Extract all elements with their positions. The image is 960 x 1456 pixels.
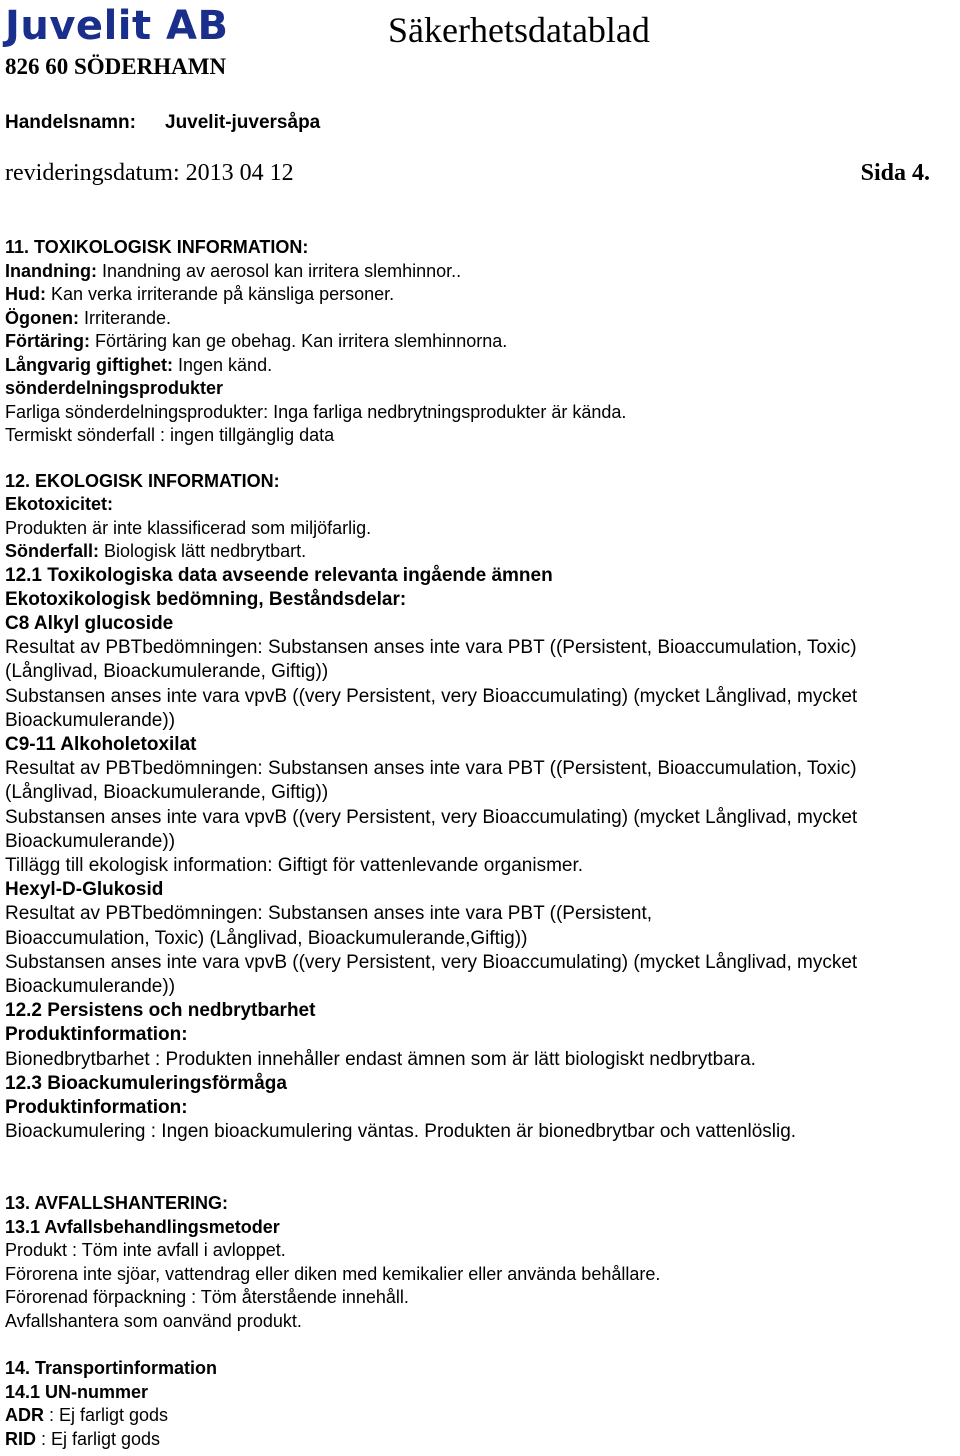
c911-vpvb-line-2: Bioackumulerande)) <box>5 830 176 852</box>
rid-line <box>5 1428 960 1452</box>
section-12-intro <box>5 470 960 564</box>
assessment-heading: Ekotoxikologisk bedömning, Beståndsdelar: <box>5 588 407 610</box>
revision-row <box>5 157 930 189</box>
page-number: Sida 4. <box>860 160 930 186</box>
section-13 <box>5 1192 960 1333</box>
hexyl-pbt-line-2: Bioaccumulation, Toxic) (Långlivad, Bioackumulerande,Giftig)) <box>5 927 528 949</box>
skin-label: Hud: <box>5 284 46 304</box>
inhalation-line <box>5 260 960 284</box>
section-12-heading: 12. EKOLOGISK INFORMATION: <box>5 470 280 491</box>
spacer <box>5 1333 960 1357</box>
c911-pbt-line-2: (Långlivad, Bioackumulerande, Giftig)) <box>5 782 329 804</box>
hexyl-vpvb-line-1: Substansen anses inte vara vpvB ((very Persistent, very Bioaccumulating) (mycket Långlivad, mycket <box>5 951 858 973</box>
c911-vpvb-line-1: Substansen anses inte vara vpvB ((very Persistent, very Bioaccumulating) (mycket Långlivad, mycket <box>5 806 858 828</box>
company-name: Juvelit AB <box>5 3 229 49</box>
document-title: Säkerhetsdatablad <box>388 10 650 50</box>
skin-line <box>5 283 960 307</box>
disposal-line-4: Avfallshantera som oanvänd produkt. <box>5 1310 302 1331</box>
rid-label: RID <box>5 1428 36 1449</box>
eyes-label: Ögonen: <box>5 307 79 328</box>
degradation-text: Biologisk lätt nedbrytbart. <box>99 541 307 561</box>
section-12-2-text: Bionedbrytbarhet : Produkten innehåller endast ämnen som är lätt biologiskt nedbrytbara. <box>5 1048 756 1070</box>
chronic-toxicity-text: Ingen känd. <box>173 354 273 375</box>
decomposition-text: Farliga sönderdelningsprodukter: Inga farliga nedbrytningsprodukter är kända. <box>5 401 627 422</box>
hexyl-vpvb-line-2: Bioackumulerande)) <box>5 975 176 997</box>
thermal-decomposition-text: Termiskt sönderfall : ingen tillgänglig data <box>5 425 335 445</box>
adr-line <box>5 1404 960 1428</box>
c8-substance-name: C8 Alkyl glucoside <box>5 612 174 634</box>
inhalation-text: Inandning av aerosol kan irritera slemhinnor.. <box>96 260 462 281</box>
c8-pbt-line-1: Resultat av PBTbedömningen: Substansen anses inte vara PBT ((Persistent, Bioaccumulation, Toxic) <box>5 637 857 659</box>
c8-pbt-line-2: (Långlivad, Bioackumulerande, Giftig)) <box>5 661 329 683</box>
degradation-label: Sönderfall: <box>5 541 100 561</box>
decomposition-heading: sönderdelningsprodukter <box>5 378 224 398</box>
ecotoxicity-label: Ekotoxicitet: <box>5 494 114 514</box>
section-11-heading: 11. TOXIKOLOGISK INFORMATION: <box>5 237 309 257</box>
ingestion-line <box>5 330 960 354</box>
trade-name-row <box>5 110 320 136</box>
inhalation-label: Inandning: <box>5 260 97 281</box>
c911-extra-info: Tillägg till ekologisk information: Giftigt för vattenlevande organismer. <box>5 854 584 876</box>
c911-pbt-line-1: Resultat av PBTbedömningen: Substansen anses inte vara PBT ((Persistent, Bioaccumulation, Toxic) <box>5 758 857 780</box>
spacer <box>5 1168 960 1192</box>
spacer <box>5 448 960 470</box>
disposal-line-1: Produkt : Töm inte avfall i avloppet. <box>5 1240 286 1261</box>
revision-date: revideringsdatum: 2013 04 12 <box>5 160 294 186</box>
c911-substance-name: C9-11 Alkoholetoxilat <box>5 733 197 755</box>
ingestion-label: Förtäring: <box>5 331 90 351</box>
adr-label: ADR <box>5 1405 44 1426</box>
hexyl-pbt-line-1: Resultat av PBTbedömningen: Substansen anses inte vara PBT ((Persistent, <box>5 903 653 925</box>
ecotoxicity-text: Produkten är inte klassificerad som miljöfarlig. <box>5 517 372 538</box>
skin-text: Kan verka irriterande på känsliga personer. <box>45 284 395 304</box>
eyes-text: Irriterande. <box>79 307 172 328</box>
section-12-3-label: Produktinformation: <box>5 1096 188 1118</box>
disposal-line-2: Förorena inte sjöar, vattendrag eller diken med kemikalier eller använda behållare. <box>5 1263 661 1284</box>
degradation-line <box>5 540 960 564</box>
c8-vpvb-line-2: Bioackumulerande)) <box>5 709 176 731</box>
section-12-3-heading: 12.3 Bioackumuleringsförmåga <box>5 1072 287 1094</box>
section-14-heading: 14. Transportinformation <box>5 1358 218 1379</box>
document-body <box>5 236 960 1451</box>
eyes-line <box>5 307 960 331</box>
section-12-details <box>5 564 960 1145</box>
adr-text: : Ej farligt gods <box>44 1405 169 1426</box>
trade-name-label: Handelsnamn: <box>5 112 136 133</box>
section-12-3-text: Bioackumulering : Ingen bioackumulering väntas. Produkten är bionedbrytbar och vattenlöslig. <box>5 1121 797 1143</box>
chronic-toxicity-line <box>5 354 960 378</box>
section-14-1-heading: 14.1 UN-nummer <box>5 1381 149 1402</box>
trade-name-value: Juvelit-juversåpa <box>165 112 321 133</box>
section-14 <box>5 1357 960 1451</box>
section-12-1-heading: 12.1 Toxikologiska data avseende relevanta ingående ämnen <box>5 564 553 586</box>
section-13-1-heading: 13.1 Avfallsbehandlingsmetoder <box>5 1216 280 1237</box>
rid-text: : Ej farligt gods <box>36 1428 161 1449</box>
hexyl-substance-name: Hexyl-D-Glukosid <box>5 879 164 901</box>
c8-vpvb-line-1: Substansen anses inte vara vpvB ((very Persistent, very Bioaccumulating) (mycket Långlivad, mycket <box>5 685 858 707</box>
company-address: 826 60 SÖDERHAMN <box>5 54 227 79</box>
ingestion-text: Förtäring kan ge obehag. Kan irritera slemhinnorna. <box>90 331 508 351</box>
section-12-2-label: Produktinformation: <box>5 1024 188 1046</box>
disposal-line-3: Förorenad förpackning : Töm återstående innehåll. <box>5 1287 409 1308</box>
section-13-heading: 13. AVFALLSHANTERING: <box>5 1193 229 1214</box>
section-11 <box>5 236 960 448</box>
section-12-2-heading: 12.2 Persistens och nedbrytbarhet <box>5 1000 316 1022</box>
chronic-toxicity-label: Långvarig giftighet: <box>5 354 173 375</box>
spacer <box>5 1144 960 1168</box>
